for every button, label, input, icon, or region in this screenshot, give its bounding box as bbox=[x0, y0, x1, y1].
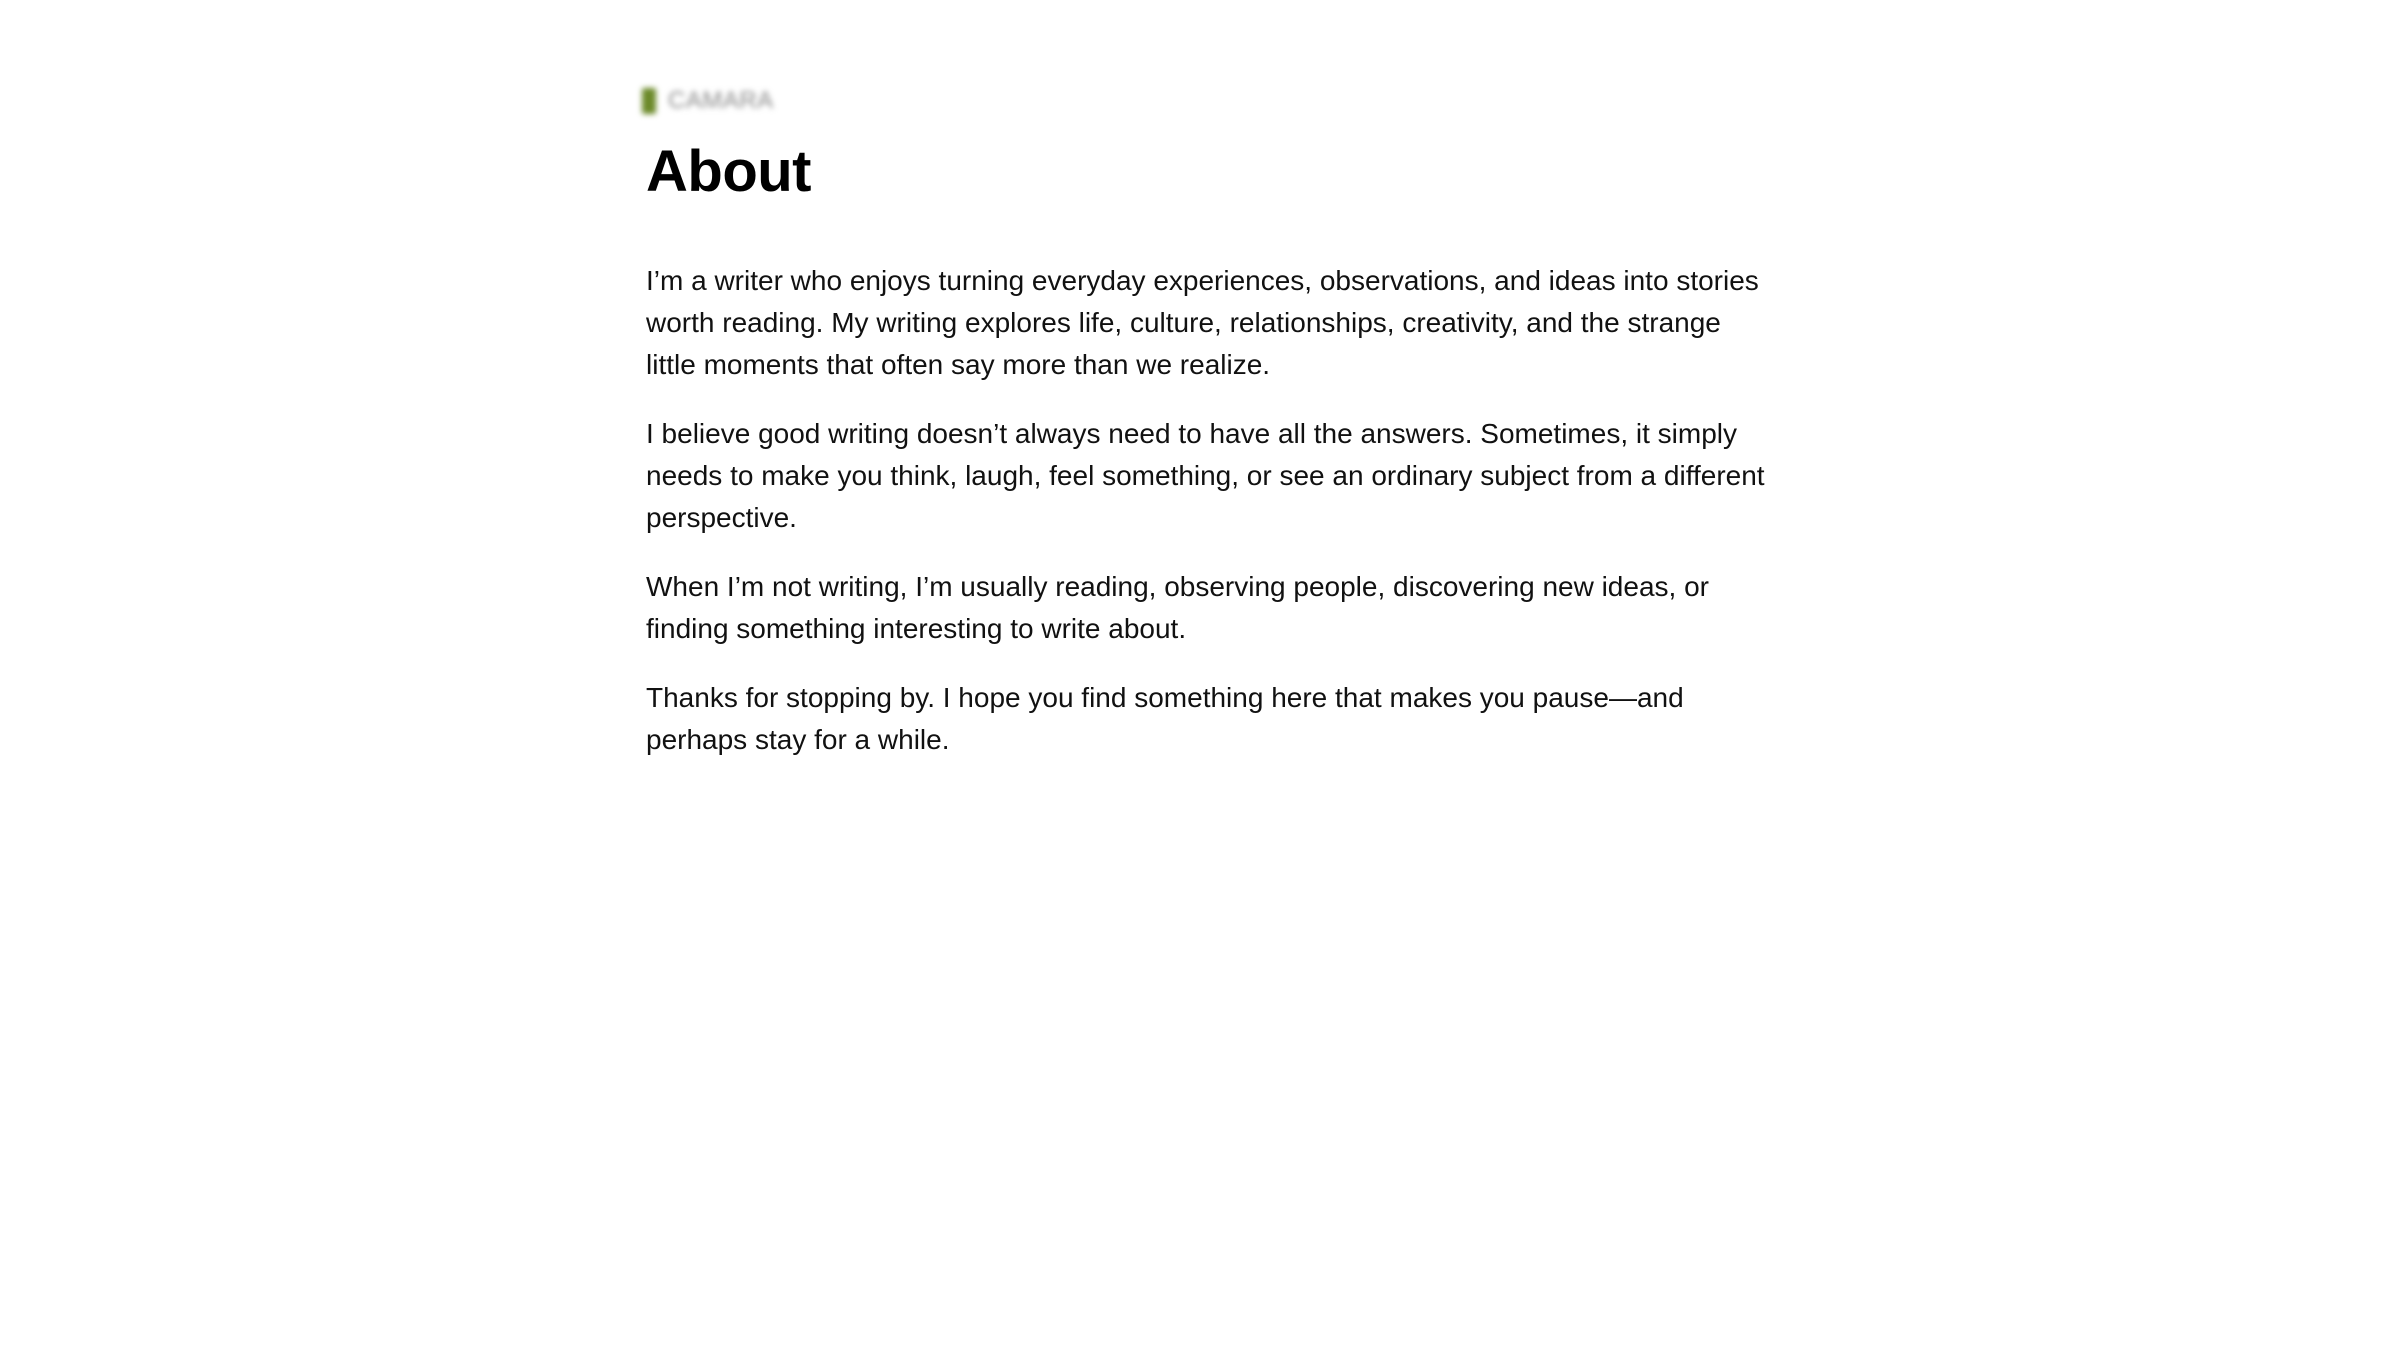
site-name: CAMARA bbox=[668, 87, 774, 114]
about-body bbox=[646, 260, 1786, 761]
paragraph-thanks: Thanks for stopping by. I hope you find something here that makes you pause—and perhaps stay for a while. bbox=[646, 682, 1684, 755]
main-content bbox=[646, 72, 1786, 788]
paragraph-hobbies: When I’m not writing, I’m usually reading, observing people, discovering new ideas, or finding something interesting to write about. bbox=[646, 571, 1709, 644]
paragraph-intro: I’m a writer who enjoys turning everyday experiences, observations, and ideas into stories worth reading. My writing explores life, culture, relationships, creativity, and the strange little moments that often say more than we realize. bbox=[646, 265, 1759, 380]
paragraph-belief: I believe good writing doesn’t always need to have all the answers. Sometimes, it simply needs to make you think, laugh, feel something, or see an ordinary subject from a different perspective. bbox=[646, 418, 1765, 533]
site-logo-link[interactable] bbox=[642, 72, 782, 130]
logo-mark-icon bbox=[642, 88, 656, 114]
page-title: About bbox=[646, 139, 811, 204]
